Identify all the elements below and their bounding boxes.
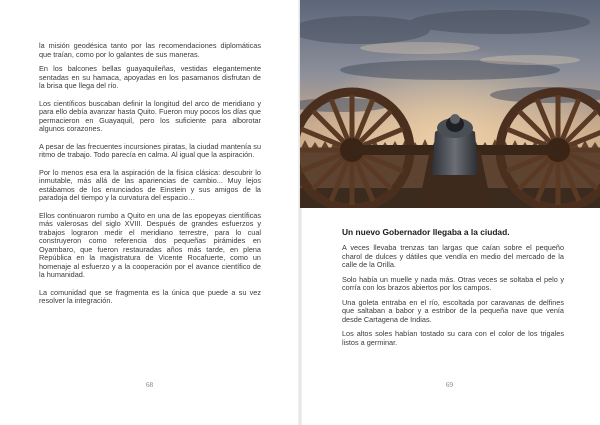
left-text-column bbox=[39, 42, 261, 312]
left-paragraph-2: En los balcones bellas guayaquileñas, vestidas elegantemente sentadas en su hamaca, apoyadas en los pasamanos disfrutan de la brisa que llega del río. bbox=[39, 64, 261, 90]
left-paragraph-5: Por lo menos esa era la aspiración de la física clásica: descubrir lo inmutable, más allá de las apariencias de cambio... Muy lejos estábamos de los enunciados de Einstein y sus amigos de la paradoja del tiempo y la curvatura del espacio… bbox=[39, 167, 261, 202]
right-text-column bbox=[342, 244, 564, 353]
left-paragraph-3: Los científicos buscaban definir la longitud del arco de meridiano y para ello debía avanzar hasta Quito. Fueron muy pocos los días que permacieron en Guayaquil, pero los suficiente para alborotar algunos corazones. bbox=[39, 98, 261, 133]
page-number-left: 68 bbox=[146, 381, 153, 389]
left-paragraph-7: La comunidad que se fragmenta es la única que puede a su vez resolver la integración. bbox=[39, 287, 261, 305]
section-heading: Un nuevo Gobernador llegaba a la ciudad. bbox=[342, 227, 510, 237]
right-page bbox=[300, 0, 600, 425]
right-paragraph-4: Los altos soles habían tostado su cara con el color de los trigales listos a germinar. bbox=[342, 329, 564, 347]
left-paragraph-1: la misión geodésica tanto por las recomendaciones diplomáticas que traían, como por lo galantes de sus maneras. bbox=[39, 41, 261, 59]
right-paragraph-3: Una goleta entraba en el río, escoltada por caravanas de delfines que saltaban a babor y a estribor de la pequeña nave que venía desde Cartagena de Indias. bbox=[342, 297, 564, 324]
cannon-photo bbox=[300, 0, 600, 208]
left-paragraph-6: Ellos continuaron rumbo a Quito en una de las epopeyas científicas más valerosas del siglo XVIII. Después de grandes esfuerzos y trabajos lograron medir el meridiano terrestre, para lo cual construyeron como referencia dos pequeñas pirámides en Oyambaro, que fueron restauradas años más tarde, en plena República en la magistratura de Vicente Rocafuerte, como un homenaje al esfuerzo y a la cooperación por el avance científico de la humanidad. bbox=[39, 210, 261, 279]
left-paragraph-4: A pesar de las frecuentes incursiones piratas, la ciudad mantenía su ritmo de trabajo. Todo parecía en calma. Al igual que la aspiración. bbox=[39, 141, 261, 159]
right-paragraph-1: A veces llevaba trenzas tan largas que caían sobre el pequeño charol de dulces y dátiles que vendía en medio del mercado de la calle de la Orilla. bbox=[342, 243, 564, 269]
page-number-right: 69 bbox=[446, 381, 453, 389]
right-paragraph-2: Solo había un muelle y nada más. Otras veces se soltaba el pelo y corría con los brazos abiertos por los campos. bbox=[342, 274, 564, 292]
